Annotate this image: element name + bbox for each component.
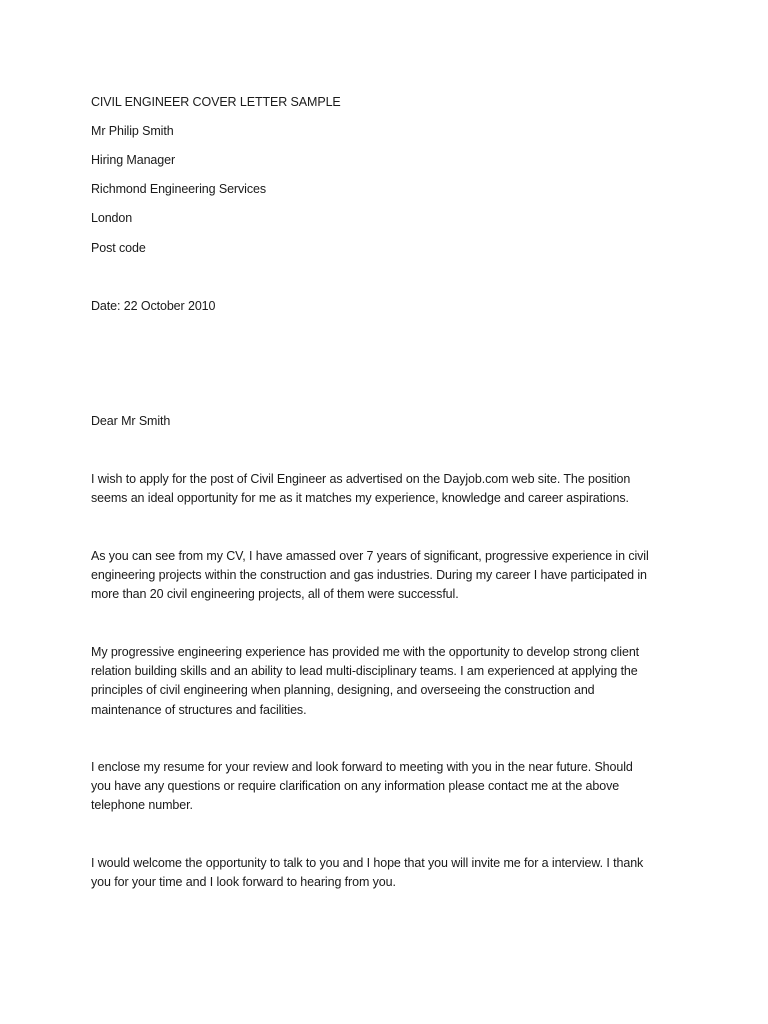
paragraph-line: maintenance of structures and facilities.: [91, 702, 307, 717]
paragraph-line: seems an ideal opportunity for me as it matches my experience, knowledge and career aspirations.: [91, 491, 629, 506]
paragraph-line: relation building skills and an ability to lead multi-disciplinary teams. I am experienced at applying the: [91, 664, 638, 679]
company-name: Richmond Engineering Services: [91, 182, 266, 196]
recipient-name: Mr Philip Smith: [91, 124, 174, 138]
paragraph-line: As you can see from my CV, I have amassed over 7 years of significant, progressive experience in civil: [91, 549, 649, 563]
paragraph-line: I would welcome the opportunity to talk to you and I hope that you will invite me for a interview. I thank: [91, 856, 644, 870]
paragraph-2: [91, 547, 671, 605]
paragraph-line: you for your time and I look forward to hearing from you.: [91, 875, 396, 890]
document-title: CIVIL ENGINEER COVER LETTER SAMPLE: [91, 95, 341, 109]
salutation: Dear Mr Smith: [91, 414, 171, 428]
recipient-role: Hiring Manager: [91, 153, 176, 167]
paragraph-5: [91, 854, 671, 892]
paragraph-3: [91, 643, 671, 720]
city: London: [91, 211, 133, 225]
paragraph-line: engineering projects within the construction and gas industries. During my career I have participated in: [91, 568, 647, 583]
paragraph-line: I wish to apply for the post of Civil Engineer as advertised on the Dayjob.com web site. The position: [91, 472, 631, 486]
paragraph-line: My progressive engineering experience has provided me with the opportunity to develop strong client: [91, 645, 640, 659]
paragraph-line: more than 20 civil engineering projects, all of them were successful.: [91, 587, 459, 602]
paragraph-line: you have any questions or require clarification on any information please contact me at the above: [91, 779, 620, 794]
letter-date: Date: 22 October 2010: [91, 299, 216, 313]
paragraph-line: principles of civil engineering when planning, designing, and overseeing the construction and: [91, 683, 595, 698]
paragraph-line: telephone number.: [91, 798, 193, 813]
paragraph-4: [91, 758, 671, 816]
paragraph-line: I enclose my resume for your review and look forward to meeting with you in the near future. Should: [91, 760, 633, 774]
postcode: Post code: [91, 241, 146, 255]
paragraph-1: [91, 470, 671, 508]
